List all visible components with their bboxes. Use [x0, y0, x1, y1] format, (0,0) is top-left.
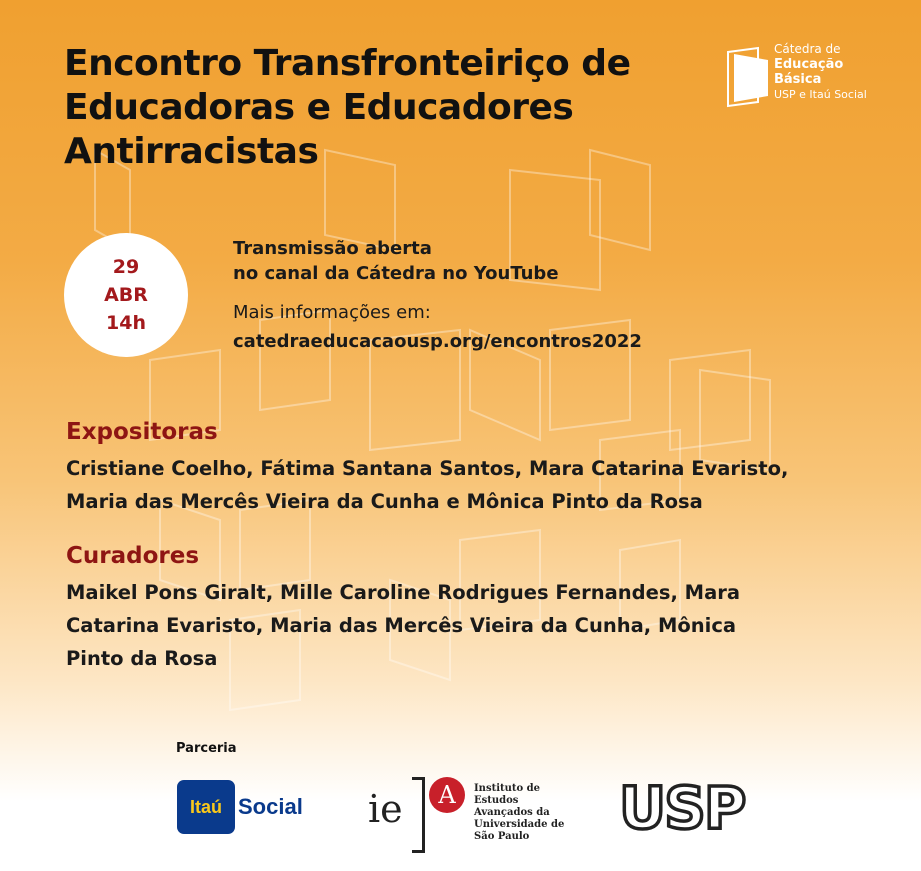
iea-line: São Paulo — [474, 831, 530, 842]
iea-usp-logo — [368, 773, 568, 853]
expositoras-line-2: Maria das Mercês Vieira da Cunha e Mônica Pinto da Rosa — [66, 490, 703, 513]
iea-a-circle: A — [429, 777, 465, 813]
open-door-icon — [726, 46, 770, 108]
catedra-brand-logo — [726, 42, 906, 122]
iea-name — [474, 783, 564, 843]
usp-logo — [617, 778, 757, 836]
curadores-line-2: Catarina Evaristo, Maria das Mercês Vieira da Cunha, Mônica — [66, 614, 737, 637]
itau-social-text: Social — [238, 794, 303, 819]
iea-line: Estudos — [474, 795, 519, 806]
event-info — [233, 236, 642, 354]
itau-mark-text: Itaú — [189, 796, 222, 817]
date-month: ABR — [104, 284, 148, 306]
curadores-line-3: Pinto da Rosa — [66, 647, 218, 670]
expositoras-line-1: Cristiane Coelho, Fátima Santana Santos, Mara Catarina Evaristo, — [66, 457, 789, 480]
partners-label: Parceria — [176, 741, 237, 756]
iea-line: Avançados da — [474, 807, 550, 818]
usp-logo-text: USP — [619, 778, 745, 836]
itau-social-logo — [177, 780, 303, 834]
title-line-2: Educadoras e Educadores — [64, 87, 574, 128]
date-day: 29 — [112, 256, 140, 278]
brand-line-4: USP e Itaú Social — [774, 88, 867, 101]
expositoras-list — [66, 452, 856, 518]
curadores-line-1: Maikel Pons Giralt, Mille Caroline Rodrigues Fernandes, Mara — [66, 581, 740, 604]
iea-bracket-shape — [412, 777, 425, 853]
itau-mark — [177, 780, 235, 834]
info-url-link[interactable]: catedraeducacaousp.org/encontros2022 — [233, 331, 642, 352]
expositoras-heading: Expositoras — [66, 419, 218, 445]
iea-line: Instituto de — [474, 783, 541, 794]
event-title — [64, 42, 630, 174]
iea-ie-mark: ie — [368, 787, 403, 831]
title-line-3: Antirracistas — [64, 131, 319, 172]
date-time: 14h — [106, 312, 146, 334]
date-badge — [64, 233, 188, 357]
info-line-2: no canal da Cátedra no YouTube — [233, 263, 559, 284]
brand-line-3: Básica — [774, 72, 822, 87]
title-line-1: Encontro Transfronteiriço de — [64, 43, 631, 84]
curadores-list — [66, 576, 856, 675]
iea-line: Universidade de — [474, 819, 565, 830]
info-more: Mais informações em: — [233, 302, 431, 323]
brand-line-2: Educação — [774, 57, 844, 72]
brand-line-1: Cátedra de — [774, 42, 841, 56]
info-line-1: Transmissão aberta — [233, 238, 432, 259]
curadores-heading: Curadores — [66, 543, 200, 569]
